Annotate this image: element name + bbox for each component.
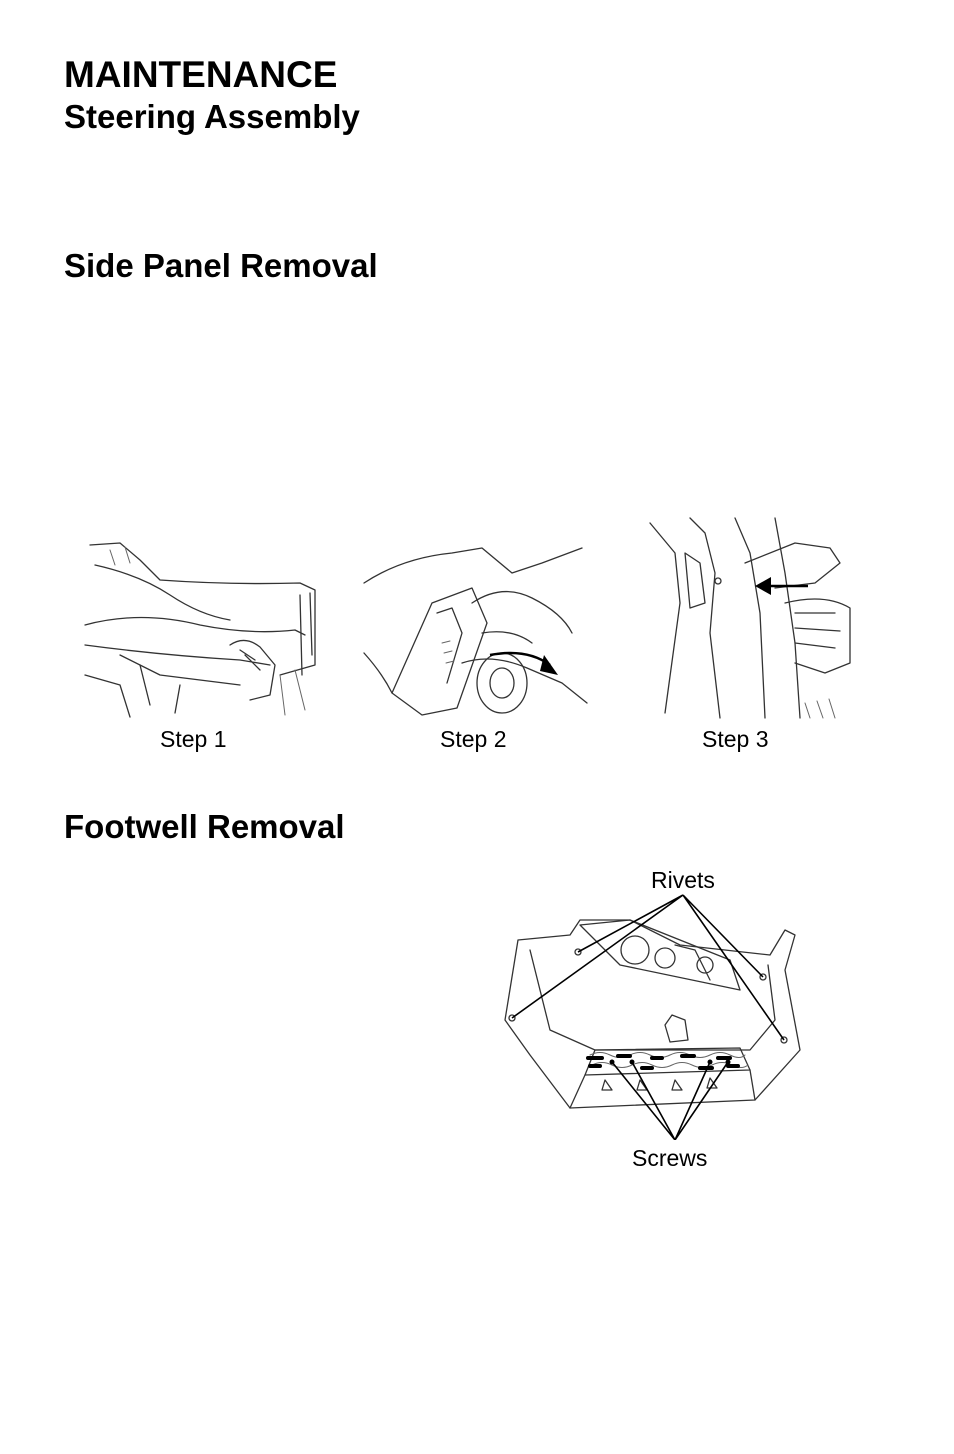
side-panel-heading: Side Panel Removal (64, 247, 378, 284)
step2-caption: Step 2 (440, 726, 507, 752)
step3-caption: Step 3 (702, 726, 769, 752)
step1-illustration (80, 535, 325, 720)
rivets-label: Rivets (651, 867, 715, 893)
step3-illustration (645, 513, 855, 723)
screws-label: Screws (632, 1145, 708, 1171)
step1-caption: Step 1 (160, 726, 227, 752)
subsection-title: Steering Assembly (64, 98, 360, 135)
section-title: MAINTENANCE (64, 54, 338, 95)
footwell-illustration (500, 890, 810, 1140)
footwell-heading: Footwell Removal (64, 808, 345, 845)
step2-illustration (362, 543, 592, 718)
